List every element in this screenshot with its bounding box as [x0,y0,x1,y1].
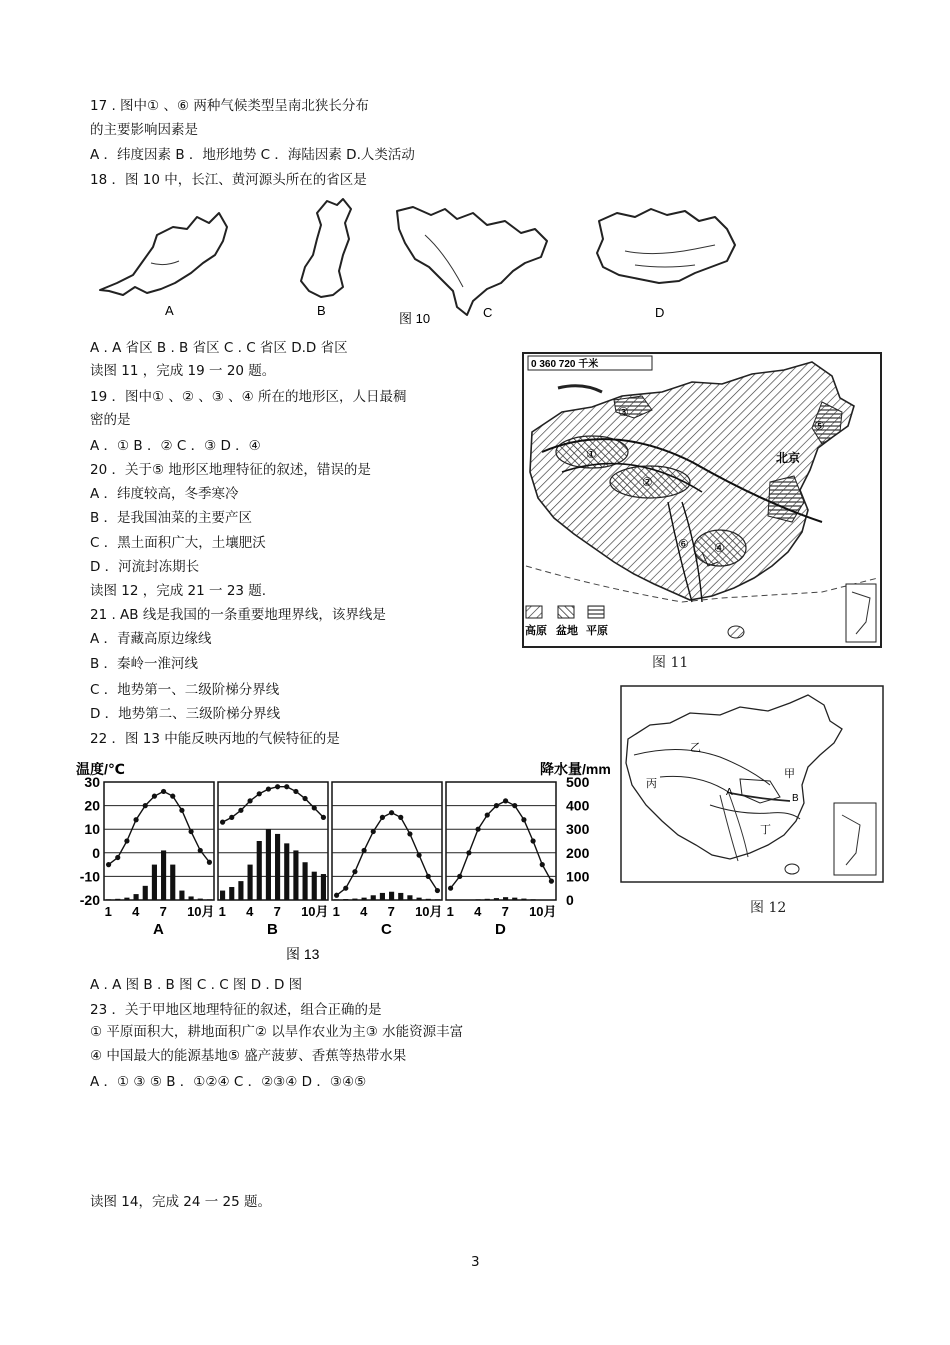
temperature-point [179,808,184,813]
precipitation-bar [266,829,271,900]
precipitation-bar [189,896,194,900]
panel-frame [104,782,214,900]
temperature-point [220,820,225,825]
precipitation-bar [362,898,367,900]
temperature-point [389,810,394,815]
temperature-point [457,874,462,879]
precipitation-bar [179,891,184,900]
panel-label: C [381,921,392,938]
q17-stem-cont: 的主要影响因素是 [90,122,198,138]
temperature-point [530,838,535,843]
month-tick: 10月 [187,904,215,919]
precipitation-bar [124,898,129,900]
precipitation-bar [293,850,298,900]
temperature-point [407,831,412,836]
label-jia: 甲 [784,768,795,780]
figure-10 [95,195,745,330]
precipitation-bar [220,891,225,900]
precipitation-bar [207,899,212,900]
province-a-label: A [165,303,174,318]
precipitation-bar [503,897,508,900]
label-ding: 丁 [760,824,771,836]
temperature-point [115,855,120,860]
panel-frame [218,782,328,900]
precipitation-tick: 500 [566,774,590,790]
temperature-point [475,827,480,832]
q18-options: A . A 省区 B . B 省区 C . C 省区 D.D 省区 [90,340,348,356]
precipitation-axis-title: 降水量/mm [540,762,611,777]
temperature-point [426,874,431,879]
precipitation-tick: 0 [566,892,574,908]
label-yi: 乙 [690,742,701,754]
q20-option-a: A ．纬度较高，冬季寒冷 [90,486,239,502]
temperature-tick: 30 [84,774,100,790]
precipitation-bar [371,895,376,900]
temperature-line [223,787,324,822]
province-d-outline [597,209,735,283]
precipitation-bar [485,899,490,900]
month-tick: 7 [501,904,509,919]
temperature-point [247,798,252,803]
precipitation-bar [248,865,253,900]
temperature-point [494,803,499,808]
precipitation-bar [380,893,385,900]
temperature-point [416,853,421,858]
climate-charts [72,762,612,960]
province-c-label: C [483,305,493,320]
precipitation-bar [161,850,166,900]
read-fig12: 读图 12 ，完成 21 一 23 题. [90,583,267,599]
temperature-point [503,798,508,803]
q23-stem: 23 ．关于甲地区地理特征的叙述，组合正确的是 [90,1002,382,1018]
precipitation-bar [476,899,481,900]
precipitation-bar [426,899,431,900]
temperature-tick: -20 [79,892,100,908]
legend-basin: 盆地 [556,625,578,637]
temperature-point [106,862,111,867]
climate-panel-d [446,782,557,938]
q21-option-d: D ．地势第二、三级阶梯分界线 [90,706,281,722]
q20-option-b: B ．是我国油菜的主要产区 [90,510,253,526]
temperature-point [302,796,307,801]
temperature-point [343,886,348,891]
label-b: B [792,793,799,804]
q21-option-c: C ．地势第一、二级阶梯分界线 [90,682,280,698]
temperature-point [549,879,554,884]
q17-stem: 17 . 图中① 、⑥ 两种气候类型呈南北狭长分布 [90,98,369,114]
q22-options: A . A 图 B . B 图 C . C 图 D . D 图 [90,977,303,993]
region-label-4: ④ [714,541,725,555]
panel-label: A [153,921,164,938]
month-tick: 10月 [529,904,557,919]
month-tick: 1 [104,904,112,919]
precipitation-bar [494,898,499,900]
temperature-point [152,794,157,799]
precipitation-bar [134,894,139,900]
temperature-point [448,886,453,891]
temperature-tick: 20 [84,797,100,814]
region-label-6: ⑥ [678,537,689,551]
region-label-2: ② [642,475,653,489]
figure-10-caption: 图 10 [399,311,431,326]
temperature-point [398,815,403,820]
temperature-tick: 0 [92,844,100,861]
temperature-point [293,789,298,794]
legend-plateau: 高原 [525,625,547,637]
precipitation-bar [531,899,536,900]
month-tick: 1 [446,904,454,919]
province-b-outline [301,199,351,297]
month-tick: 7 [387,904,395,919]
precipitation-bar [407,895,412,900]
province-c-outline [397,207,547,315]
precipitation-bar [198,899,203,900]
region-label-1: ① [586,447,597,461]
month-tick: 10月 [415,904,443,919]
temperature-point [143,803,148,808]
panel-label: D [495,921,506,938]
temperature-point [361,848,366,853]
q18-stem: 18 ．图 10 中，长江、黄河源头所在的省区是 [90,172,367,188]
precipitation-bar [275,834,280,900]
temperature-line [451,801,552,888]
panel-frame [446,782,556,900]
q23-items-2: ④ 中国最大的能源基地⑤ 盛产菠萝、香蕉等热带水果 [90,1048,407,1064]
q20-option-c: C ．黑土面积广大，土壤肥沃 [90,535,266,551]
temperature-tick: 10 [84,821,100,838]
precipitation-bar [334,899,339,900]
temperature-line [109,791,210,864]
temperature-point [380,815,385,820]
temperature-axis-title: 温度/℃ [76,762,125,777]
panel-label: B [267,921,278,938]
province-d-label: D [655,305,665,320]
precipitation-bar [152,865,157,900]
precipitation-bar [284,843,289,900]
temperature-point [312,805,317,810]
q19-options: A ．① B ．② C ．③ D ．④ [90,438,261,454]
temperature-point [238,808,243,813]
q20-stem: 20 ．关于⑤ 地形区地理特征的叙述，错误的是 [90,462,371,478]
temperature-line [337,813,438,896]
precipitation-bar [389,892,394,900]
q22-stem: 22 ．图 13 中能反映丙地的气候特征的是 [90,731,340,747]
precipitation-bar [170,865,175,900]
terrain-map [522,352,882,648]
temperature-point [198,848,203,853]
q17-options: A ．纬度因素 B ．地形地势 C ．海陆因素 D.人类活动 [90,147,415,163]
province-a-outline [100,213,227,295]
climate-panel-c [332,782,443,938]
temperature-point [229,815,234,820]
precipitation-tick: 200 [566,844,590,861]
region-label-3: ③ [618,405,629,419]
figure-13-caption: 图 13 [286,946,320,960]
month-tick: 10月 [301,904,329,919]
precipitation-bar [303,862,308,900]
label-a: A [726,787,733,798]
region-map [620,685,884,883]
temperature-point [257,791,262,796]
legend-plain: 平原 [586,625,608,637]
q20-option-d: D ．河流封冻期长 [90,559,200,575]
precipitation-bar [435,899,440,900]
page-number: 3 [471,1254,480,1270]
region-label-5: ⑤ [814,419,825,433]
precipitation-bar [521,899,526,900]
precipitation-bar [238,881,243,900]
precipitation-bar [417,898,422,900]
month-tick: 1 [332,904,340,919]
q19-stem: 19 ．图中① 、② 、③ 、④ 所在的地形区，人日最稠 [90,389,407,405]
figure-13 [72,762,612,960]
temperature-point [188,829,193,834]
precipitation-tick: 300 [566,821,590,838]
label-bing: 丙 [646,778,657,790]
temperature-point [485,812,490,817]
temperature-point [521,817,526,822]
temperature-point [133,817,138,822]
city-label-beijing: 北京 [776,451,801,465]
q21-option-b: B ．秦岭一淮河线 [90,656,199,672]
temperature-point [321,815,326,820]
climate-panel-b [218,782,329,938]
temperature-point [540,862,545,867]
precipitation-bar [398,893,403,900]
province-outlines [95,195,745,330]
temperature-point [352,869,357,874]
precipitation-bar [257,841,262,900]
temperature-tick: -10 [79,868,100,885]
province-b-label: B [317,303,326,318]
figure-12-caption: 图 12 [750,900,787,916]
temperature-point [512,803,517,808]
figure-11 [522,352,882,648]
month-tick: 7 [159,904,167,919]
temperature-point [284,784,289,789]
month-tick: 4 [246,904,254,919]
temperature-point [334,893,339,898]
q21-stem: 21 . AB 线是我国的一条重要地理界线，该界线是 [90,607,386,623]
temperature-point [275,784,280,789]
precipitation-bar [143,886,148,900]
temperature-point [170,794,175,799]
precipitation-bar [106,899,111,900]
temperature-point [266,786,271,791]
figure-11-caption: 图 11 [652,655,689,671]
precipitation-tick: 400 [566,797,590,814]
temperature-point [207,860,212,865]
precipitation-bar [115,899,120,900]
read-fig14: 读图 14，完成 24 一 25 题。 [90,1194,271,1210]
month-tick: 7 [273,904,281,919]
scale-bar-label: 0 360 720 千米 [531,359,599,370]
precipitation-bar [229,887,234,900]
precipitation-tick: 100 [566,868,590,885]
read-fig11: 读图 11 ，完成 19 一 20 题。 [90,363,276,379]
precipitation-bar [343,899,348,900]
precipitation-bar [512,898,517,900]
temperature-point [161,789,166,794]
precipitation-bar [321,874,326,900]
month-tick: 4 [360,904,368,919]
figure-12 [620,685,884,883]
temperature-point [435,888,440,893]
precipitation-bar [312,872,317,900]
precipitation-bar [352,899,357,900]
temperature-point [466,850,471,855]
q19-stem-cont: 密的是 [90,412,131,428]
temperature-point [124,838,129,843]
q23-options: A ．① ③ ⑤ B ．①②④ C ．②③④ D ．③④⑤ [90,1074,367,1090]
month-tick: 4 [132,904,140,919]
month-tick: 4 [474,904,482,919]
q23-items-1: ① 平原面积大，耕地面积广② 以旱作农业为主③ 水能资源丰富 [90,1024,464,1040]
climate-panel-a [104,782,215,938]
month-tick: 1 [218,904,226,919]
q21-option-a: A ．青藏高原边缘线 [90,631,212,647]
temperature-point [371,829,376,834]
